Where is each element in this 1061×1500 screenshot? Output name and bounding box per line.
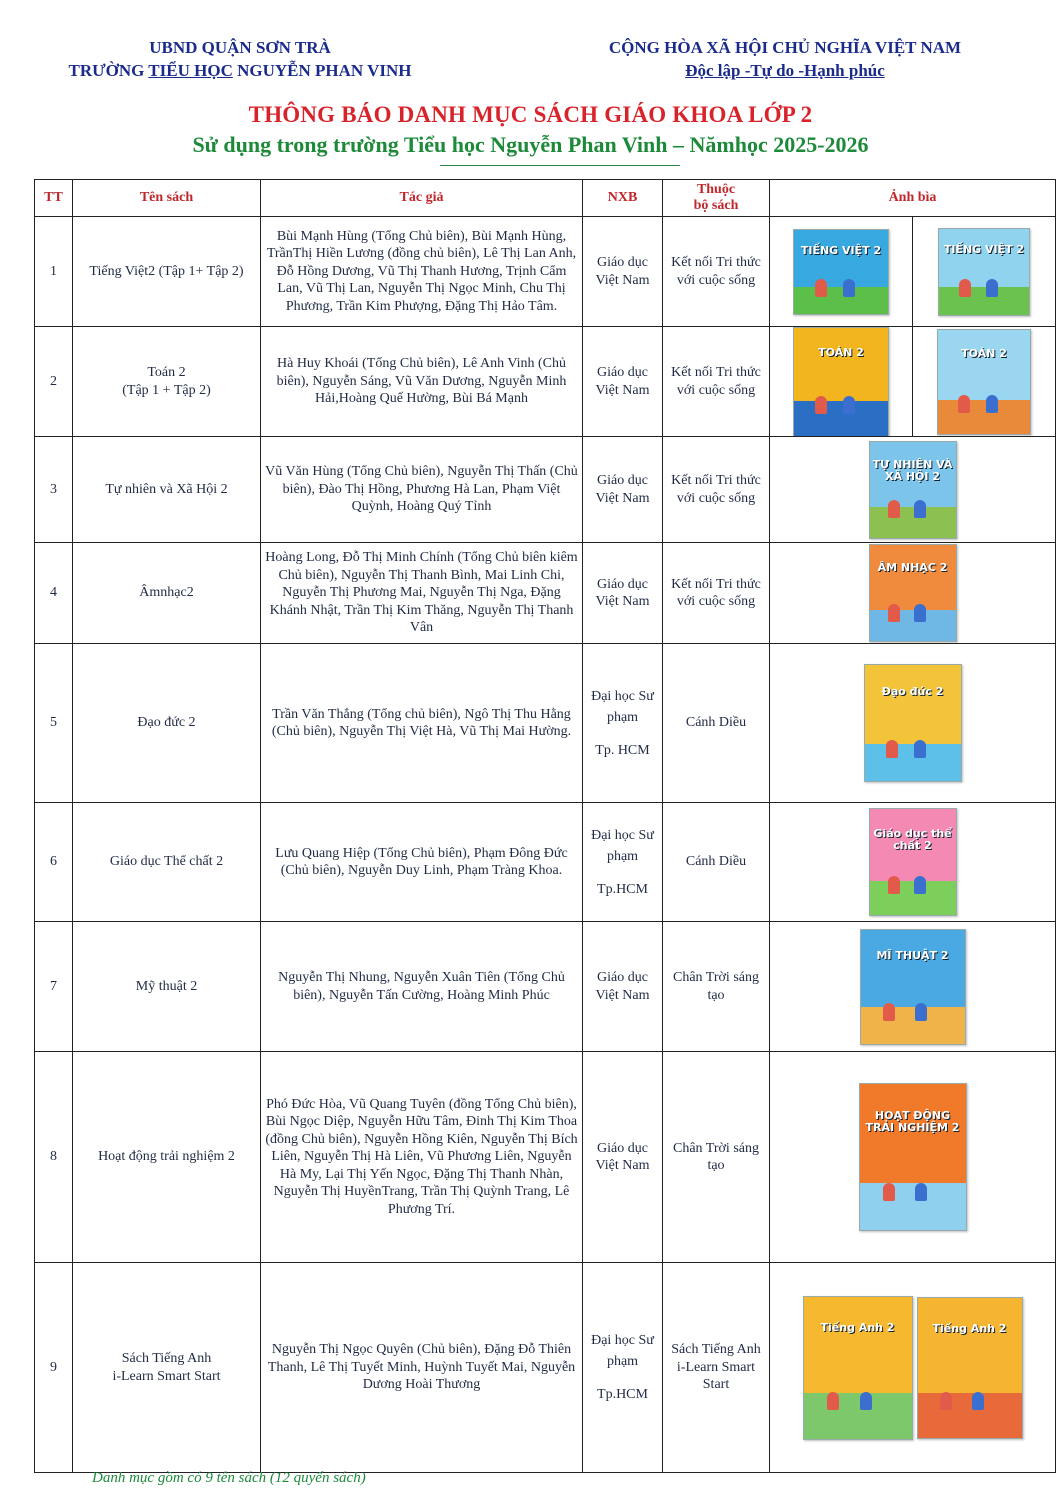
row-number: 6 xyxy=(35,803,73,922)
table-row xyxy=(35,1263,1056,1473)
row-number: 1 xyxy=(35,217,73,327)
cover-illustration xyxy=(861,1007,965,1043)
book-publisher: Giáo dục Việt Nam xyxy=(583,327,663,437)
table-row xyxy=(35,543,1056,644)
book-cover-cell xyxy=(770,803,1056,922)
book-series: Kết nối Tri thức với cuộc sống xyxy=(663,437,770,543)
book-cover-cell xyxy=(770,922,1056,1052)
child-figure xyxy=(883,1003,895,1021)
book-author: Hà Huy Khoái (Tổng Chủ biên), Lê Anh Vinh (Chủ biên), Nguyễn Sáng, Vũ Văn Dương, Nguyễn Minh Hải,Hoàng Quế Hường, Bùi Bá Mạnh xyxy=(261,327,583,437)
book-cover-cell xyxy=(770,437,1056,543)
row-number: 8 xyxy=(35,1052,73,1263)
child-figure xyxy=(843,279,855,297)
cover-illustration xyxy=(794,287,888,314)
footer-note: Danh mục gồm có 9 tên sách (12 quyển sách) xyxy=(92,1470,366,1486)
book-series: Cánh Diều xyxy=(663,644,770,803)
child-figure xyxy=(860,1392,872,1410)
child-figure xyxy=(843,396,855,414)
child-figure xyxy=(815,396,827,414)
book-author: Trần Văn Thắng (Tổng chủ biên), Ngô Thị Thu Hằng (Chủ biên), Nguyễn Thị Việt Hà, Vũ Thị Mai Hường. xyxy=(261,644,583,803)
book-series: Kết nối Tri thức với cuộc sống xyxy=(663,217,770,327)
header-right xyxy=(560,36,1010,82)
book-cover-cell xyxy=(770,644,1056,803)
book-cover-cell xyxy=(770,543,1056,644)
book-author: Nguyễn Thị Ngọc Quyên (Chủ biên), Đặng Đỗ Thiên Thanh, Lê Thị Tuyết Minh, Huỳnh Tuyết Mai, Nguyễn Dương Hoài Thương xyxy=(261,1263,583,1473)
child-figure xyxy=(815,279,827,297)
book-cover-image: ÂM NHẠC 2 xyxy=(869,544,957,642)
child-figure xyxy=(888,500,900,518)
cover-illustration xyxy=(870,610,956,641)
book-publisher: Đại học Sư phạm Tp.HCM xyxy=(583,1263,663,1473)
child-figure xyxy=(886,740,898,758)
book-publisher: Đại học Sư phạm Tp. HCM xyxy=(583,644,663,803)
child-figure xyxy=(915,1183,927,1201)
row-number: 5 xyxy=(35,644,73,803)
row-number: 2 xyxy=(35,327,73,437)
child-figure xyxy=(888,604,900,622)
book-author: Bùi Mạnh Hùng (Tổng Chủ biên), Bùi Mạnh Hùng, TrầnThị Hiền Lương (đồng chủ biên), Lê Thị Lan Anh, Đỗ Hồng Dương, Vũ Thị Thanh Hương, Trịnh Cẩm Lan, Vũ Thị Lan, Nguyễn Thị Ngọc Minh, Chu Thị Phương, Trần Kim Phượng, Đặng Thị Hảo Tâm. xyxy=(261,217,583,327)
book-name: Toán 2 (Tập 1 + Tập 2) xyxy=(73,327,261,437)
cover-illustration xyxy=(804,1393,912,1438)
book-cover-image: TỰ NHIÊN VÀ XÃ HỘI 2 xyxy=(869,441,957,539)
book-name: Đạo đức 2 xyxy=(73,644,261,803)
table-header-row xyxy=(35,180,1056,217)
child-figure xyxy=(986,395,998,413)
book-name: Mỹ thuật 2 xyxy=(73,922,261,1052)
book-name: Âmnhạc2 xyxy=(73,543,261,644)
book-cover-cell xyxy=(770,1052,1056,1263)
book-publisher: Đại học Sư phạm Tp.HCM xyxy=(583,803,663,922)
child-figure xyxy=(940,1392,952,1410)
row-number: 4 xyxy=(35,543,73,644)
book-series: Chân Trời sáng tạo xyxy=(663,922,770,1052)
document-title: THÔNG BÁO DANH MỤC SÁCH GIÁO KHOA LỚP 2 xyxy=(248,102,813,127)
child-figure xyxy=(972,1392,984,1410)
col-cover: Ảnh bìa xyxy=(770,180,1056,217)
col-series: Thuộc bộ sách xyxy=(663,180,770,217)
textbook-table xyxy=(34,179,1056,1473)
book-series: Kết nối Tri thức với cuộc sống xyxy=(663,327,770,437)
book-author: Vũ Văn Hùng (Tổng Chủ biên), Nguyễn Thị Thấn (Chủ biên), Đào Thị Hồng, Phương Hà Lan, Phạm Việt Quỳnh, Hoàng Quý Tỉnh xyxy=(261,437,583,543)
book-cover-image: TIẾNG VIỆT 2 xyxy=(938,228,1030,316)
table-row xyxy=(35,922,1056,1052)
child-figure xyxy=(914,500,926,518)
child-figure xyxy=(883,1183,895,1201)
book-name: Tự nhiên và Xã Hội 2 xyxy=(73,437,261,543)
cover-illustration xyxy=(865,744,961,781)
child-figure xyxy=(959,279,971,297)
table-row xyxy=(35,644,1056,803)
motto: Độc lập -Tự do -Hạnh phúc xyxy=(685,61,885,80)
cover-illustration xyxy=(870,507,956,538)
table-row xyxy=(35,327,1056,437)
book-cover-image: Đạo đức 2 xyxy=(864,664,962,782)
book-cover-cell xyxy=(770,217,1056,327)
child-figure xyxy=(915,1003,927,1021)
child-figure xyxy=(914,740,926,758)
child-figure xyxy=(958,395,970,413)
table-row xyxy=(35,803,1056,922)
book-name: Sách Tiếng Anh i-Learn Smart Start xyxy=(73,1263,261,1473)
book-author: Phó Đức Hòa, Vũ Quang Tuyên (đồng Tổng Chủ biên), Bùi Ngọc Diệp, Nguyễn Hữu Tâm, Đinh Thị Kim Thoa (đồng Chủ biên), Nguyễn Hồng Kiên, Nguyễn Thị Bích Liên, Nguyễn Thị Hà Liên, Vũ Phương Liên, Nguyễn Hà My, Lại Thị Yến Ngọc, Đặng Thị Thanh Nhàn, Nguyễn Thị HuyềnTrang, Trần Thị Quỳnh Trang, Lê Phương Trí. xyxy=(261,1052,583,1263)
book-series: Chân Trời sáng tạo xyxy=(663,1052,770,1263)
book-cover-cell xyxy=(770,327,1056,437)
row-number: 7 xyxy=(35,922,73,1052)
book-publisher: Giáo dục Việt Nam xyxy=(583,437,663,543)
country-name: CỘNG HÒA XÃ HỘI CHỦ NGHĨA VIỆT NAM xyxy=(608,38,962,57)
table-row xyxy=(35,1052,1056,1263)
table-row xyxy=(35,217,1056,327)
book-name: Tiếng Việt2 (Tập 1+ Tập 2) xyxy=(73,217,261,327)
document-subtitle: Sử dụng trong trường Tiểu học Nguyễn Phan Vinh – Nămhọc 2025-2026 xyxy=(192,132,869,157)
child-figure xyxy=(914,604,926,622)
cover-illustration xyxy=(918,1393,1022,1438)
child-figure xyxy=(888,876,900,894)
cover-illustration xyxy=(794,401,888,436)
book-cover-image: TOÁN 2 xyxy=(793,327,889,437)
book-series: Sách Tiếng Anh i-Learn Smart Start xyxy=(663,1263,770,1473)
child-figure xyxy=(914,876,926,894)
col-author: Tác giả xyxy=(261,180,583,217)
district-name: UBND QUẬN SƠN TRÀ xyxy=(149,38,331,57)
col-tt: TT xyxy=(35,180,73,217)
cover-illustration xyxy=(870,881,956,915)
title-divider xyxy=(440,165,680,166)
row-number: 9 xyxy=(35,1263,73,1473)
book-publisher: Giáo dục Việt Nam xyxy=(583,543,663,644)
child-figure xyxy=(986,279,998,297)
book-cover-image: MĨ THUẬT 2 xyxy=(860,929,966,1045)
book-author: Hoàng Long, Đỗ Thị Minh Chính (Tổng Chủ biên kiêm Chủ biên), Nguyễn Thị Thanh Bình, Mai Linh Chi, Nguyễn Thị Phương Mai, Nguyễn Thị Nga, Đặng Khánh Nhật, Trần Thị Kim Thăng, Nguyễn Thị Thanh Vân xyxy=(261,543,583,644)
book-cover-image: Tiếng Anh 2 xyxy=(803,1296,913,1440)
book-cover-image: TIẾNG VIỆT 2 xyxy=(793,229,889,315)
table-row xyxy=(35,437,1056,543)
book-cover-image: Giáo dục thể chất 2 xyxy=(869,808,957,916)
col-publisher: NXB xyxy=(583,180,663,217)
book-publisher: Giáo dục Việt Nam xyxy=(583,217,663,327)
header-left xyxy=(60,36,420,82)
cover-illustration xyxy=(938,400,1030,433)
book-name: Giáo dục Thể chất 2 xyxy=(73,803,261,922)
book-cover-cell xyxy=(770,1263,1056,1473)
book-cover-image: HOẠT ĐỘNG TRẢI NGHIỆM 2 xyxy=(859,1083,967,1231)
cover-illustration xyxy=(939,287,1029,315)
book-cover-image: TOÁN 2 xyxy=(937,329,1031,435)
book-publisher: Giáo dục Việt Nam xyxy=(583,1052,663,1263)
book-series: Cánh Diều xyxy=(663,803,770,922)
row-number: 3 xyxy=(35,437,73,543)
book-name: Hoạt động trải nghiệm 2 xyxy=(73,1052,261,1263)
book-author: Nguyễn Thị Nhung, Nguyễn Xuân Tiên (Tổng Chủ biên), Nguyễn Tấn Cường, Hoàng Minh Phúc xyxy=(261,922,583,1052)
school-name: TRƯỜNG TIỂU HỌC NGUYỄN PHAN VINH xyxy=(68,61,412,80)
book-publisher: Giáo dục Việt Nam xyxy=(583,922,663,1052)
book-cover-image: Tiếng Anh 2 xyxy=(917,1297,1023,1439)
book-author: Lưu Quang Hiệp (Tổng Chủ biên), Phạm Đông Đức (Chủ biên), Nguyễn Duy Linh, Phạm Tràng Khoa. xyxy=(261,803,583,922)
book-series: Kết nối Tri thức với cuộc sống xyxy=(663,543,770,644)
cover-illustration xyxy=(860,1183,966,1230)
child-figure xyxy=(827,1392,839,1410)
col-name: Tên sách xyxy=(73,180,261,217)
